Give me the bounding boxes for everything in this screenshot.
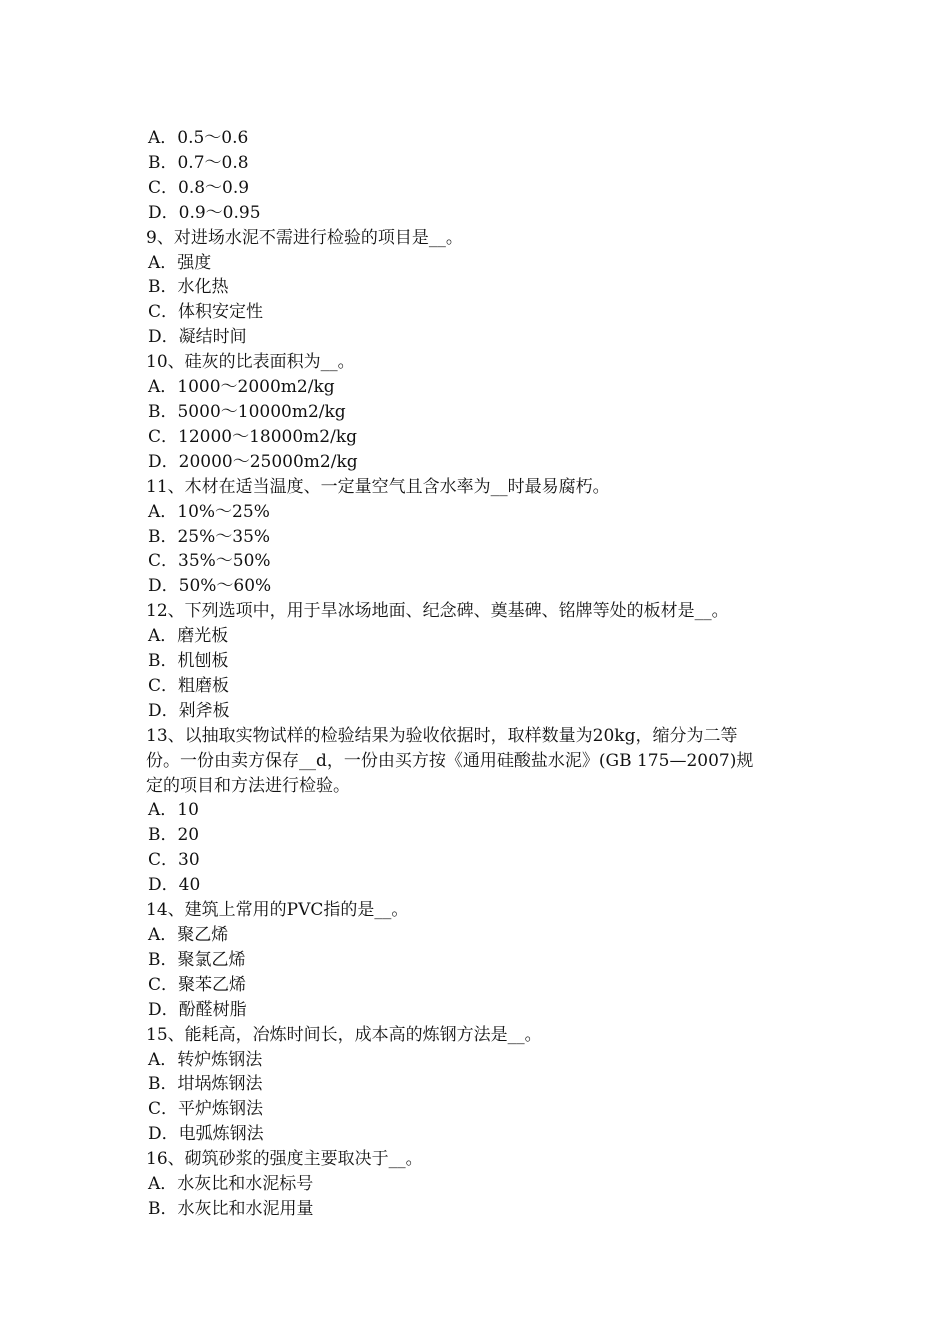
answer-option: B．0.7～0.8: [148, 152, 249, 173]
answer-option: C．聚苯乙烯: [148, 974, 247, 995]
answer-option: D．0.9～0.95: [148, 202, 261, 223]
question-text: 9、对进场水泥不需进行检验的项目是__。: [146, 227, 463, 248]
answer-option: A．强度: [148, 252, 212, 273]
answer-option: B．20: [148, 825, 200, 846]
question-text: 16、砌筑砂浆的强度主要取决于__。: [146, 1149, 423, 1170]
answer-option: B．机刨板: [148, 651, 229, 672]
answer-option: C．体积安定性: [148, 302, 264, 323]
answer-option: D．电弧炼钢法: [148, 1124, 264, 1145]
answer-option: B．水灰比和水泥用量: [148, 1198, 314, 1219]
answer-option: C．0.8～0.9: [148, 177, 250, 198]
answer-option: A．水灰比和水泥标号: [148, 1174, 314, 1195]
answer-option: C．平炉炼钢法: [148, 1099, 264, 1120]
question-text: 15、能耗高，冶炼时间长，成本高的炼钢方法是__。: [146, 1024, 542, 1045]
answer-option: D．50%～60%: [148, 576, 272, 597]
answer-option: C．35%～50%: [148, 551, 271, 572]
answer-option: D．酚醛树脂: [148, 999, 247, 1020]
answer-option: A．磨光板: [148, 626, 229, 647]
answer-option: A．聚乙烯: [148, 925, 229, 945]
answer-option: A．10%～25%: [148, 501, 270, 522]
answer-option: C．12000～18000m2/kg: [148, 426, 358, 447]
answer-option: A．0.5～0.6: [148, 128, 249, 148]
answer-option: B．25%～35%: [148, 526, 271, 547]
answer-option: A．1000～2000m2/kg: [148, 377, 335, 398]
answer-option: B．5000～10000m2/kg: [148, 401, 346, 422]
answer-option: B．坩埚炼钢法: [148, 1074, 263, 1095]
answer-option: C．30: [148, 850, 200, 871]
answer-option: C．粗磨板: [148, 675, 230, 696]
answer-option: B．聚氯乙烯: [148, 949, 246, 970]
question-text: 份。一份由卖方保存__d，一份由买方按《通用硅酸盐水泥》(GB 175—2007)规: [146, 750, 754, 771]
answer-option: D．凝结时间: [148, 327, 247, 348]
answer-option: D．20000～25000m2/kg: [148, 451, 358, 472]
answer-option: A．转炉炼钢法: [148, 1049, 263, 1070]
answer-option: B．水化热: [148, 277, 229, 298]
question-text: 11、木材在适当温度、一定量空气且含水率为__时最易腐朽。: [146, 476, 610, 497]
question-text: 10、硅灰的比表面积为__。: [146, 352, 355, 373]
question-text: 12、下列选项中，用于旱冰场地面、纪念碑、奠基碑、铭牌等处的板材是__。: [146, 601, 729, 622]
document-body: [146, 126, 812, 1222]
question-text: 13、以抽取实物试样的检验结果为验收依据时，取样数量为20kg，缩分为二等: [146, 725, 738, 746]
question-text: 14、建筑上常用的PVC指的是__。: [146, 900, 409, 921]
answer-option: D．剁斧板: [148, 700, 230, 721]
answer-option: A．10: [148, 800, 199, 821]
answer-option: D．40: [148, 875, 201, 896]
question-text: 定的项目和方法进行检验。: [146, 775, 350, 796]
